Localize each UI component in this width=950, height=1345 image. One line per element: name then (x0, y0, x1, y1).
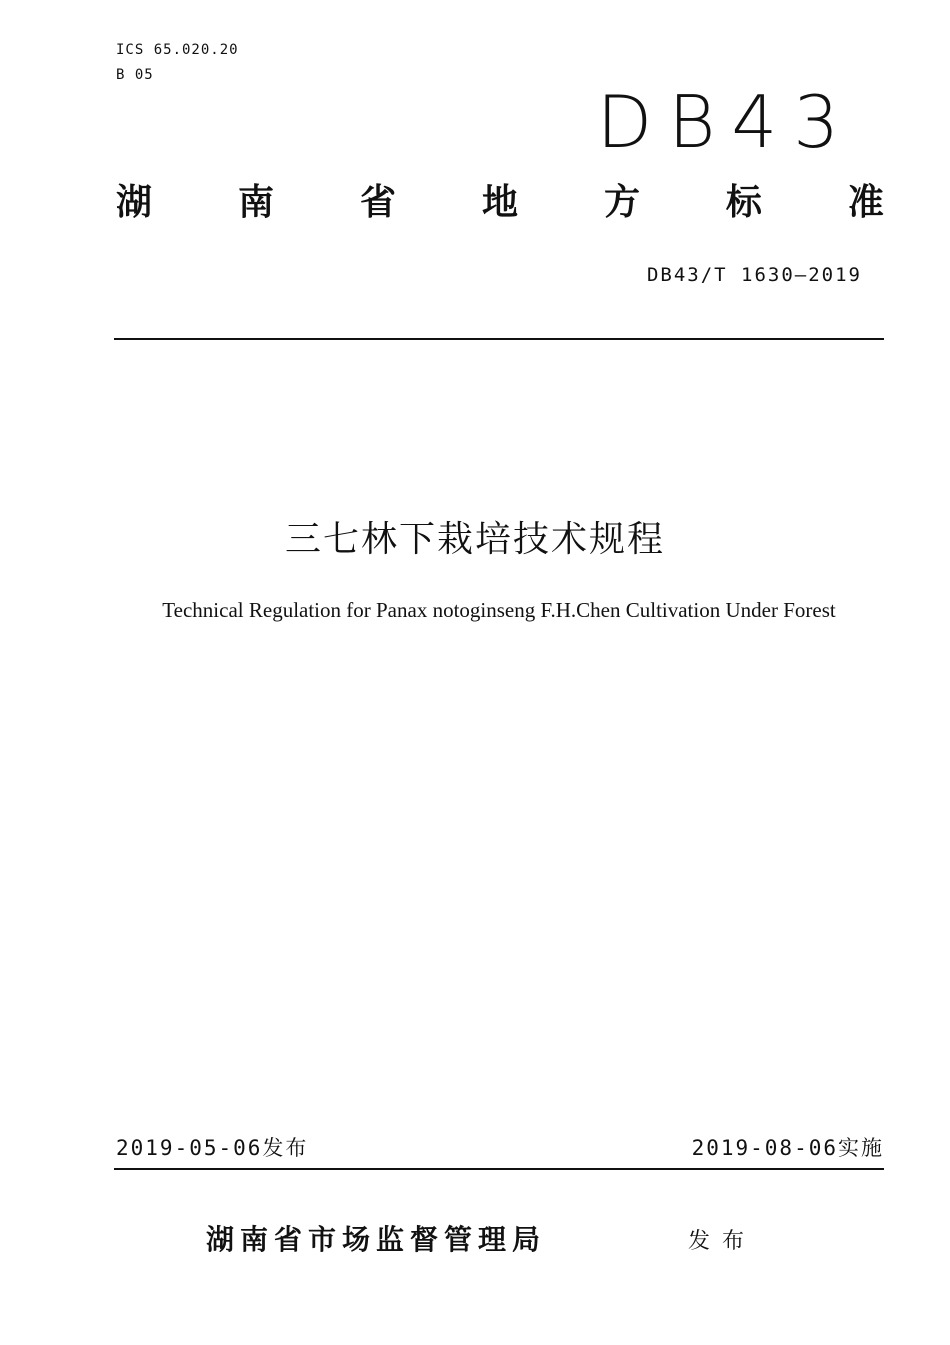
standard-type-char: 标 (725, 182, 762, 223)
title-chinese: 三七林下栽培技术规程 (284, 519, 665, 560)
standard-type-char: 省 (359, 182, 396, 223)
title-english: Technical Regulation for Panax notoginseng F.H.Chen Cultivation Under Forest (162, 598, 836, 622)
standard-type-char: 地 (481, 182, 518, 223)
issuer-name: 湖南省市场监督管理局 (206, 1223, 547, 1256)
ccs-code: B 05 (116, 67, 154, 83)
ics-code: ICS 65.020.20 (116, 42, 239, 58)
standard-type-char: 南 (237, 182, 274, 223)
standard-number: DB43/T 1630—2019 (646, 264, 862, 286)
footer-divider (114, 1168, 884, 1170)
classification-codes (116, 38, 239, 88)
standard-type-char: 方 (603, 182, 640, 223)
standard-type (116, 178, 884, 228)
standard-type-char: 湖 (116, 182, 153, 223)
issue-word: 发布 (688, 1229, 757, 1254)
standard-mark: DB43 (596, 80, 855, 164)
header-divider (114, 338, 884, 340)
implement-date: 2019-08-06实施 (691, 1136, 884, 1160)
publish-date: 2019-05-06发布 (116, 1136, 309, 1160)
standard-type-char: 准 (847, 182, 884, 223)
